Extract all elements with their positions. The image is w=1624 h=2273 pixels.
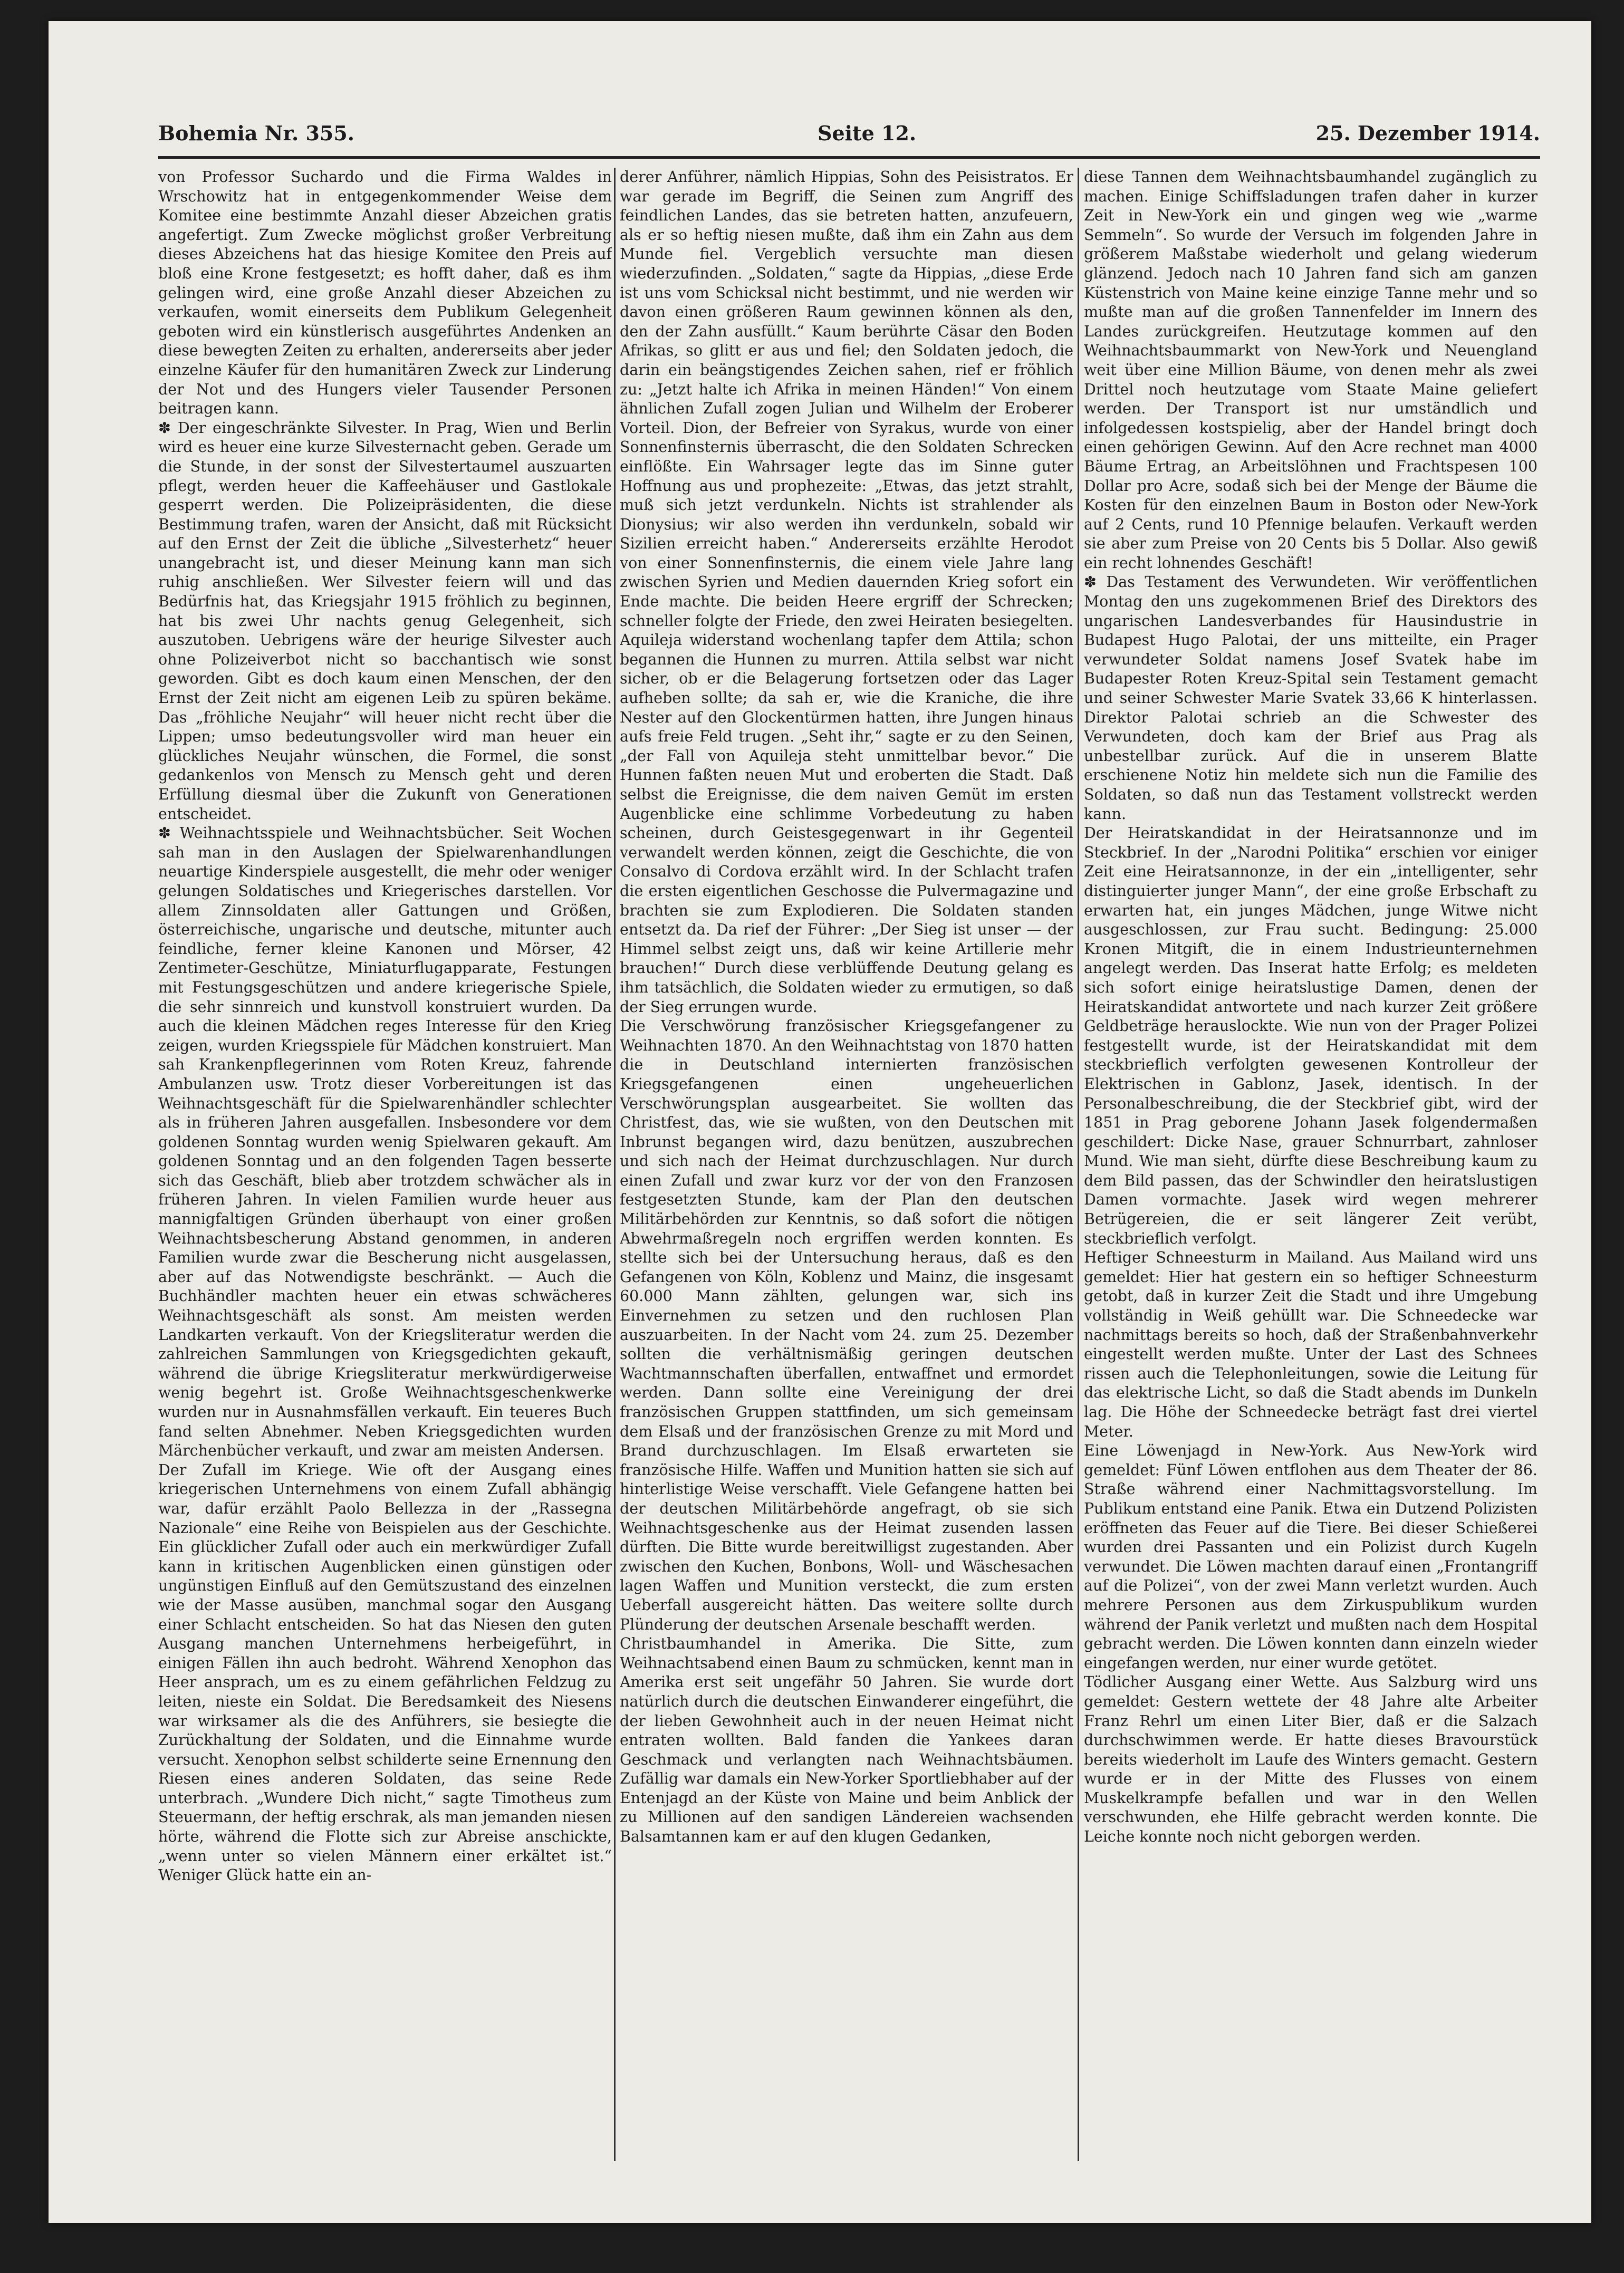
page-number: Seite 12. — [818, 121, 917, 145]
article-loewenjagd: Eine Löwenjagd in New-York. Aus New-York wird gemeldet: Fünf Löwen entflohen aus dem Theater der 86. Straße während einer Nachmittagsvorstellung. Im Publikum entstand eine Panik. Etwa ein Dutzend Polizisten eröffneten das Feuer auf die Tiere. Bei dieser Schießerei wurden drei Passanten und ein Polizist durch Kugeln verwundet. Die Löwen machten darauf einen „Frontangriff auf die Polizei“, von der zwei Mann verletzt wurden. Auch mehrere Personen aus dem Zirkuspublikum wurden während der Panik verletzt und mußten nach dem Hospital gebracht werden. Die Löwen konnten dann einzeln wieder eingefangen werden, nur einer wurde getötet. — [1084, 1442, 1537, 1672]
article-schneesturm: Heftiger Schneesturm in Mailand. Aus Mailand wird uns gemeldet: Hier hat gestern ein so heftiger Schneesturm getobt, daß in kurzer Zeit die Stadt und ihre Umgebung vollständig in Weiß gehüllt war. Die Schneedecke war nachmittags bereits so hoch, daß der Straßenbahnverkehr eingestellt werden mußte. Unter der Last des Schnees rissen auch die Telephonleitungen, sowie die Leitung für das elektrische Licht, so daß die Stadt abends im Dunkeln lag. Die Höhe der Schneedecke beträgt fast drei viertel Meter. — [1084, 1249, 1537, 1440]
article-paragraph: diese Tannen dem Weihnachtsbaumhandel zugänglich zu machen. Einige Schiffsladungen trafen daher in kurzer Zeit in New-York ein und gingen weg wie „warme Semmeln“. So wurde der Versuch im folgenden Jahre in größerem Maßstabe wiederholt und gelang wiederum glänzend. Jedoch nach 10 Jahren fand sich am ganzen Küstenstrich von Maine keine einzige Tanne mehr und so mußte man auf die großen Tannenfelder im Innern des Landes zurückgreifen. Heutzutage kommen auf den Weihnachtsbaummarkt von New-York und Neuengland weit über eine Million Bäume, von denen mehr als zwei Drittel noch heutzutage vom Staate Maine geliefert werden. Der Transport ist nur umständlich und infolgedessen kostspielig, aber der Handel bringt doch einen gehörigen Gewinn. Auf den Acre rechnet man 4000 Bäume Ertrag, an Arbeitslöhnen und Frachtspesen 100 Dollar pro Acre, sodaß sich bei der Menge der Bäume die Kosten für den einzelnen Baum in Boston oder New-York auf 2 Cents, rund 10 Pfennige belaufen. Verkauft werden sie aber zum Preise von 20 Cents bis 5 Dollar. Also gewiß ein recht lohnendes Geschäft! — [1084, 168, 1537, 572]
column-3 — [1084, 168, 1537, 2172]
header-rule — [158, 156, 1540, 159]
article-zufall-im-kriege: Der Zufall im Kriege. Wie oft der Ausgang eines kriegerischen Unternehmens von einem Zufall abhängig war, dafür erzählt Paolo Bellezza in der „Rassegna Nazionale“ eine Reihe von Beispielen aus der Geschichte. Ein glücklicher Zufall oder auch ein merkwürdiger Zufall kann in kritischen Augenblicken einen günstigen oder ungünstigen Einfluß auf den Gemütszustand des einzelnen wie der Masse ausüben, manchmal sogar den Ausgang einer Schlacht entscheiden. So hat das Niesen den guten Ausgang manchen Unternehmens herbeigeführt, in einigen Fällen ihn auch bedroht. Während Xenophon das Heer ansprach, um es zu einem gefährlichen Feldzug zu leiten, nieste ein Soldat. Die Beredsamkeit des Niesens war wirksamer als die des Anführers, sie besiegte die Zurückhaltung der Soldaten, und die Einnahme wurde versucht. Xenophon selbst schilderte seine Ernennung den Riesen eines anderen Soldaten, das seine Rede unterbrach. „Wundere Dich nicht,“ sagte Timotheus zum Steuermann, der heftig erschrak, als man jemanden niesen hörte, während die Flotte sich zur Abreise anschickte, „wenn unter so vielen Männern einer erkältet ist.“ Weniger Glück hatte ein an- — [158, 1461, 612, 1884]
page-header — [158, 121, 1540, 153]
article-wette: Tödlicher Ausgang einer Wette. Aus Salzburg wird uns gemeldet: Gestern wettete der 48 Jahre alte Arbeiter Franz Rehrl um einen Liter Bier, daß er die Salzach durchschwimmen werde. Er hatte dieses Bravourstück bereits wiederholt im Laufe des Winters gemacht. Gestern wurde er in der Mitte des Flusses von einem Muskelkrampfe befallen und war in den Wellen verschwunden, ehe Hilfe gebracht werden konnte. Die Leiche konnte noch nicht geborgen werden. — [1084, 1673, 1537, 1846]
issue-date: 25. Dezember 1914. — [1315, 121, 1540, 145]
column-divider — [614, 168, 616, 2161]
article-verschwoerung: Die Verschwörung französischer Kriegsgefangener zu Weihnachten 1870. An den Weihnachtstag von 1870 hatten die in Deutschland internierten französischen Kriegsgefangenen einen ungeheuerlichen Verschwörungsplan ausgearbeitet. Sie wollten das Christfest, das, wie sie wußten, von den Deutschen mit Inbrunst begangen wird, dazu benützen, auszubrechen und sich nach der Heimat durchzuschlagen. Nur durch einen Zufall und zwar kurz vor der von den Franzosen festgesetzten Stunde, kam der Plan den deutschen Militärbehörden zur Kenntnis, so daß sofort die nötigen Abwehrmaßregeln noch ergriffen werden konnten. Es stellte sich bei der Untersuchung heraus, daß es den Gefangenen von Köln, Koblenz und Mainz, die insgesamt 60.000 Mann zählten, gelungen war, sich ins Einvernehmen zu setzen und den ruchlosen Plan auszuarbeiten. In der Nacht vom 24. zum 25. Dezember sollten die verhältnismäßig geringen deutschen Wachtmannschaften überfallen, entwaffnet und ermordet werden. Dann sollte eine Vereinigung der drei französischen Gruppen stattfinden, um sich gemeinsam dem Elsaß und der französischen Grenze zu mit Mord und Brand durchzuschlagen. Im Elsaß erwarteten sie französische Hilfe. Waffen und Munition hatten sie sich auf hinterlistige Weise verschafft. Viele Gefangene hatten bei der deutschen Militärbehörde angefragt, ob sie sich Weihnachtsgeschenke aus der Heimat zusenden lassen dürften. Die Bitte wurde bereitwilligst zugestanden. Aber zwischen den Kuchen, Bonbons, Woll- und Wäschesachen lagen Waffen und Munition versteckt, die zum ersten Ueberfall ausgereicht hätten. Das weitere sollte durch Plünderung der deutschen Arsenale beschafft werden. — [620, 1017, 1073, 1633]
article-testament: ✽ Das Testament des Verwundeten. Wir veröffentlichen Montag den uns zugekommenen Brief des Direktors des ungarischen Landesverbandes für Hausindustrie in Budapest Hugo Palotai, der uns mitteilte, ein Prager verwundeter Soldat namens Josef Svatek habe im Budapester Roten Kreuz-Spital sein Testament gemacht und seiner Schwester Marie Svatek 33,66 K hinterlassen. Direktor Palotai schrieb an die Schwester des Verwundeten, doch kam der Brief aus Prag als unbestellbar zurück. Auf die in unserem Blatte erschienene Notiz hin meldete sich nun die Familie des Soldaten, so daß nun das Testament vollstreckt werden kann. — [1084, 573, 1537, 823]
article-paragraph: derer Anführer, nämlich Hippias, Sohn des Peisistratos. Er war gerade im Begriff, die Seinen zum Angriff des feindlichen Landes, das sie betreten hatten, anzufeuern, als er so heftig niesen mußte, daß ihm ein Zahn aus dem Munde fiel. Vergeblich versuchte man diesen wiederzufinden. „Soldaten,“ sagte da Hippias, „diese Erde ist uns vom Schicksal nicht bestimmt, und nie werden wir davon einen größeren Raum gewinnen können als den, den der Zahn ausfüllt.“ Kaum berührte Cäsar den Boden Afrikas, so glitt er aus und fiel; den Soldaten jedoch, die darin ein beängstigendes Zeichen sahen, rief er fröhlich zu: „Jetzt halte ich Afrika in meinen Händen!“ Von einem ähnlichen Zufall zogen Julian und Wilhelm der Eroberer Vorteil. Dion, der Befreier von Syrakus, wurde von einer Sonnenfinsternis überrascht, die den Soldaten Schrecken einflößte. Ein Wahrsager legte das im Sinne guter Hoffnung aus und prophezeite: „Etwas, das jetzt strahlt, muß sich jetzt verdunkeln. Nichts ist strahlender als Dionysius; wir also werden ihn verdunkeln, sobald wir Sizilien erreicht haben.“ Andererseits erzählte Herodot von einer Sonnenfinsternis, die einem viele Jahre lang zwischen Syrien und Medien dauernden Krieg sofort ein Ende machte. Die beiden Heere ergriff der Schrecken; schneller folgte der Friede, den zwei Heiraten besiegelten. Aquileja widerstand wochenlang tapfer dem Attila; schon begannen die Hunnen zu murren. Attila selbst war nicht sicher, ob er die Belagerung fortsetzen oder das Lager aufheben sollte; da sah er, wie die Kraniche, die ihre Nester auf den Glockentürmen hatten, ihre Jungen hinaus aufs freie Feld trugen. „Seht ihr,“ sagte er zu den Seinen, „der Fall von Aquileja steht unmittelbar bevor.“ Die Hunnen faßten neuen Mut und eroberten die Stadt. Daß selbst die Ereignisse, die dem naiven Gemüt im ersten Augenblicke eine schlimme Vorbedeutung zu haben scheinen, durch Geistesgegenwart in ihr Gegenteil verwandelt werden können, zeigt die Geschichte, die von Consalvo di Cordova erzählt wird. In der Schlacht trafen die ersten eigentlichen Geschosse die Pulvermagazine und brachten sie zum Explodieren. Die Soldaten standen entsetzt da. Da rief der Führer: „Der Sieg ist unser — der Himmel selbst zeigt uns, daß wir keine Artillerie mehr brauchen!“ Durch diese verblüffende Deutung gelang es ihm tatsächlich, die Soldaten wieder zu ermutigen, so daß der Sieg errungen wurde. — [620, 168, 1073, 1016]
column-1 — [158, 168, 612, 2172]
masthead-issue: Bohemia Nr. 355. — [158, 121, 355, 145]
column-2 — [620, 168, 1073, 2172]
article-christbaumhandel: Christbaumhandel in Amerika. Die Sitte, zum Weihnachtsabend einen Baum zu schmücken, kennt man in Amerika erst seit ungefähr 50 Jahren. Sie wurde dort natürlich durch die deutschen Einwanderer eingeführt, die der lieben Gewohnheit auch in der neuen Heimat nicht entraten wollten. Bald fanden die Yankees daran Geschmack und verlangten nach Weihnachtsbäumen. Zufällig war damals ein New-Yorker Sportliebhaber auf der Entenjagd an der Küste von Maine und beim Anblick der zu Millionen auf den sandigen Ländereien wachsenden Balsamtannen kam er auf den klugen Gedanken, — [620, 1635, 1073, 1846]
article-paragraph: von Professor Suchardo und die Firma Waldes in Wrschowitz hat in entgegenkommender Weise dem Komitee eine bestimmte Anzahl dieser Abzeichen gratis angefertigt. Zum Zwecke möglichst großer Verbreitung dieses Abzeichens hat das hiesige Komitee den Preis auf bloß eine Krone festgesetzt; es hofft daher, daß es ihm gelingen wird, eine große Anzahl dieser Abzeichen zu verkaufen, womit einerseits dem Publikum Gelegenheit geboten wird ein künstlerisch ausgeführtes Andenken an diese bewegten Zeiten zu erhalten, andererseits aber jeder einzelne Käufer für den humanitären Zweck zur Linderung der Not und des Hungers vieler Tausender Personen beitragen kann. — [158, 168, 612, 418]
article-silvester: ✽ Der eingeschränkte Silvester. In Prag, Wien und Berlin wird es heuer eine kurze Silvesternacht geben. Gerade um die Stunde, in der sonst der Silvestertaumel auszuarten pflegt, werden heuer die Kaffeehäuser und Gastlokale gesperrt werden. Die Polizeipräsidenten, die diese Bestimmung trafen, waren der Ansicht, daß mit Rücksicht auf den Ernst der Zeit die übliche „Silvesterhetz“ heuer unangebracht ist, und dieser Meinung kann man sich ruhig anschließen. Wer Silvester feiern will und das Bedürfnis hat, das Kriegsjahr 1915 fröhlich zu beginnen, hat bis zwei Uhr nachts genug Gelegenheit, sich auszutoben. Uebrigens wäre der heurige Silvester auch ohne Polizeiverbot nicht so bacchantisch wie sonst geworden. Gibt es doch kaum einen Menschen, der den Ernst der Zeit nicht am eigenen Leib zu spüren bekäme. Das „fröhliche Neujahr“ will heuer nicht recht über die Lippen; umso bedeutungsvoller wird man heuer ein glückliches Neujahr wünschen, die Formel, die sonst gedankenlos von Mensch zu Mensch geht und deren Erfüllung diesmal über die Zukunft von Generationen entscheidet. — [158, 419, 612, 823]
column-divider — [1078, 168, 1079, 2161]
article-weihnachtsspiele: ✽ Weihnachtsspiele und Weihnachtsbücher. Seit Wochen sah man in den Auslagen der Spielwarenhandlungen neuartige Kinderspiele ausgestellt, die mehr oder weniger gelungen Soldatisches und Kriegerisches darstellen. Vor allem Zinnsoldaten aller Gattungen und Größen, österreichische, ungarische und deutsche, mitunter auch feindliche, ferner kleine Kanonen und Mörser, 42 Zentimeter-Geschütze, Miniaturflugapparate, Festungen mit Festungsgeschützen und andere kriegerische Spiele, die sehr sinnreich und kunstvoll konstruiert wurden. Da auch die kleinen Mädchen reges Interesse für den Krieg zeigen, wurden Kriegsspiele für Mädchen konstruiert. Man sah Krankenpflegerinnen vom Roten Kreuz, fahrende Ambulanzen usw. Trotz dieser Vorbereitungen ist das Weihnachtsgeschäft für die Spielwarenhändler schlechter als in früheren Jahren ausgefallen. Insbesondere vor dem goldenen Sonntag wurden wenig Spielwaren gekauft. Am goldenen Sonntag und an den folgenden Tagen besserte sich das Geschäft, blieb aber trotzdem schwächer als in früheren Jahren. In vielen Familien wurde heuer aus mannigfaltigen Gründen überhaupt von einer großen Weihnachtsbescherung Abstand genommen, in anderen Familien wurde zwar die Bescherung nicht ausgelassen, aber auf das Notwendigste beschränkt. — Auch die Buchhändler machten heuer ein etwas schwächeres Weihnachtsgeschäft als sonst. Am meisten werden Landkarten verkauft. Von der Kriegsliteratur werden die zahlreichen Sammlungen von Kriegsgedichten gekauft, während die übrige Kriegsliteratur merkwürdigerweise wenig begehrt ist. Große Weihnachtsgeschenkwerke wurden nur in Ausnahmsfällen verkauft. Ein teueres Buch fand selten Abnehmer. Neben Kriegsgedichten wurden Märchenbücher verkauft, und zwar am meisten Andersen. — [158, 824, 612, 1460]
article-heiratskandidat: Der Heiratskandidat in der Heiratsannonze und im Steckbrief. In der „Narodni Politika“ erschien vor einiger Zeit eine Heiratsannonze, in der ein „intelligenter, sehr distinguierter junger Mann“, der eine große Erbschaft zu erwarten hat, ein junges Mädchen, junge Witwe nicht ausgeschlossen, zur Frau sucht. Bedingung: 25.000 Kronen Mitgift, die in einem Industrieunternehmen angelegt werden. Das Inserat hatte Erfolg; es meldeten sich sofort einige heiratslustige Damen, denen der Heiratskandidat antwortete und nach kurzer Zeit größere Geldbeträge herauslockte. Wie nun von der Prager Polizei festgestellt wurde, ist der Heiratskandidat mit dem steckbrieflich verfolgten gewesenen Kontrolleur der Elektrischen in Gablonz, Jasek, identisch. In der Personalbeschreibung, die der Steckbrief gibt, wird der 1851 in Prag geborene Johann Jasek folgendermaßen geschildert: Dicke Nase, grauer Schnurrbart, zahnloser Mund. Wie man sieht, dürfte diese Beschreibung kaum zu dem Bild passen, das der Schwindler den heiratslustigen Damen vormachte. Jasek wird wegen mehrerer Betrügereien, die er seit längerer Zeit verübt, steckbrieflich verfolgt. — [1084, 824, 1537, 1247]
